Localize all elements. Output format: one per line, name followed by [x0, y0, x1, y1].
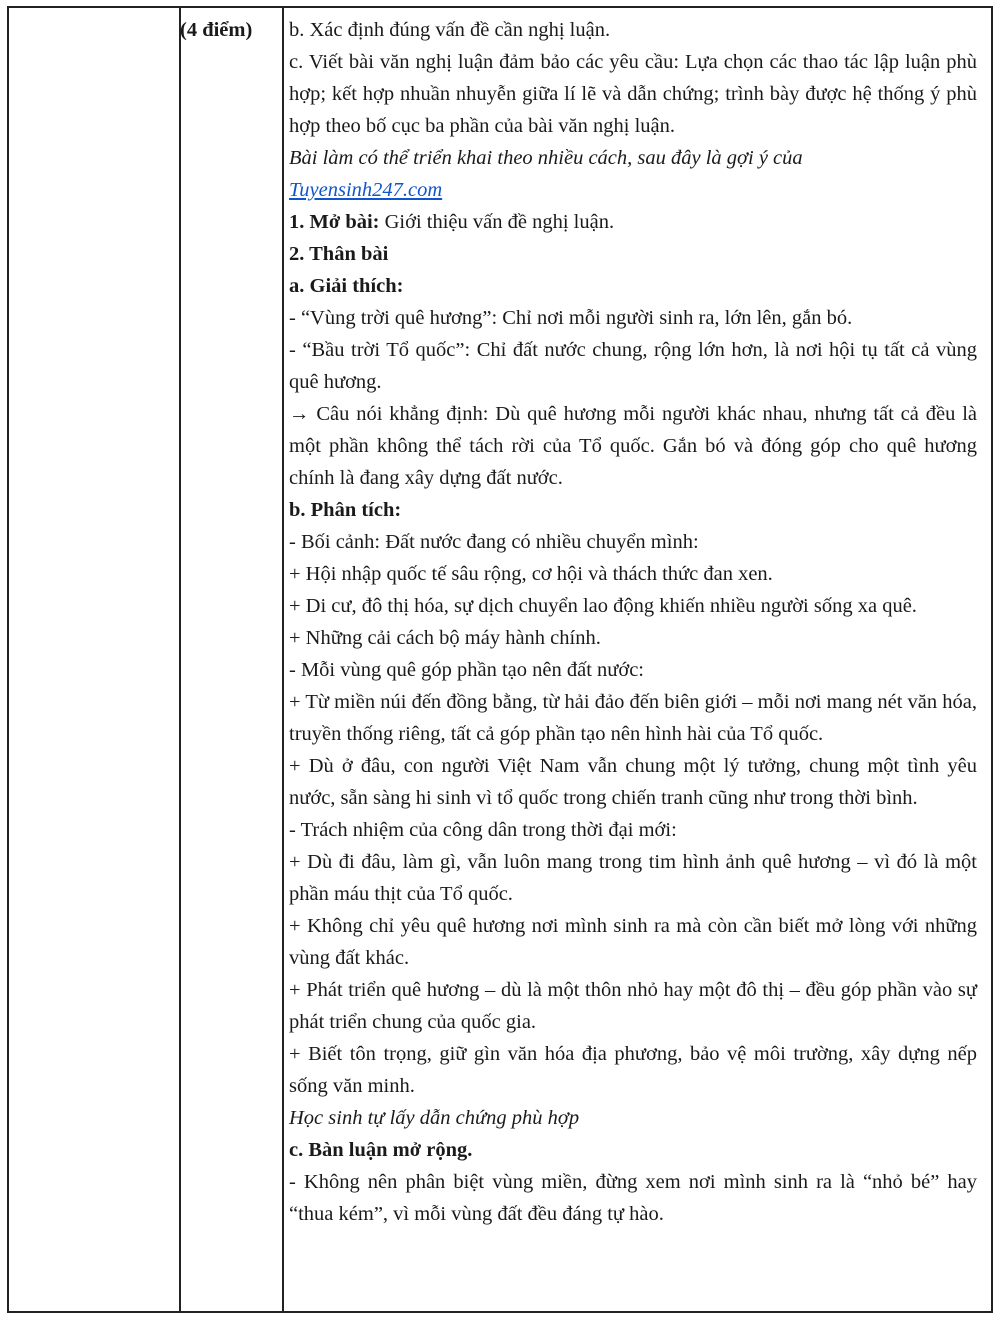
explanation-item: - “Vùng trời quê hương”: Chỉ nơi mỗi người sinh ra, lớn lên, gắn bó.: [289, 307, 853, 329]
analysis-heading: b. Phân tích:: [289, 499, 402, 521]
column-divider-1: [179, 8, 181, 1311]
analysis-point: - Trách nhiệm của công dân trong thời đại mới:: [289, 819, 677, 841]
answer-content: [289, 14, 977, 1230]
analysis-point: - Bối cảnh: Đất nước đang có nhiều chuyển mình:: [289, 531, 699, 553]
intro-text: Giới thiệu vấn đề nghị luận.: [379, 211, 615, 233]
explanation-conclusion: → Câu nói khẳng định: Dù quê hương mỗi người khác nhau, nhưng tất cả đều là một phần không thể tách rời của Tổ quốc. Gắn bó và đóng góp cho quê hương chính là đang xây dựng đất nước.: [289, 403, 977, 489]
explanation-item: - “Bầu trời Tổ quốc”: Chỉ đất nước chung, rộng lớn hơn, là nơi hội tụ tất cả vùng quê hương.: [289, 339, 977, 393]
discussion-point: - Không nên phân biệt vùng miền, đừng xem nơi mình sinh ra là “nhỏ bé” hay “thua kém”, vì mỗi vùng đất đều đáng tự hào.: [289, 1171, 977, 1225]
analysis-subpoint: + Từ miền núi đến đồng bằng, từ hải đảo đến biên giới – mỗi nơi mang nét văn hóa, truyền thống riêng, tất cả góp phần tạo nên hình hài của Tổ quốc.: [289, 691, 977, 745]
analysis-point: - Mỗi vùng quê góp phần tạo nên đất nước:: [289, 659, 645, 681]
source-link[interactable]: Tuyensinh247.com: [289, 179, 443, 201]
suggestion-note: [289, 142, 977, 206]
evidence-note: Học sinh tự lấy dẫn chứng phù hợp: [289, 1107, 580, 1129]
score-cell: (4 điểm): [180, 19, 253, 41]
requirement-b: b. Xác định đúng vấn đề cần nghị luận.: [289, 19, 611, 41]
intro-section: [289, 206, 977, 238]
column-divider-2: [282, 8, 284, 1311]
suggestion-text: Bài làm có thể triển khai theo nhiều cách, sau đây là gợi ý của: [289, 147, 803, 169]
discussion-heading: c. Bàn luận mở rộng.: [289, 1139, 473, 1161]
analysis-subpoint: + Dù ở đâu, con người Việt Nam vẫn chung một lý tưởng, chung một tình yêu nước, sẵn sàng hi sinh vì tổ quốc trong chiến tranh cũng như trong thời bình.: [289, 755, 977, 809]
analysis-subpoint: + Phát triển quê hương – dù là một thôn nhỏ hay một đô thị – đều góp phần vào sự phát triển chung của quốc gia.: [289, 979, 977, 1033]
analysis-subpoint: + Biết tôn trọng, giữ gìn văn hóa địa phương, bảo vệ môi trường, xây dựng nếp sống văn minh.: [289, 1043, 977, 1097]
analysis-subpoint: + Không chỉ yêu quê hương nơi mình sinh ra mà còn cần biết mở lòng với những vùng đất khác.: [289, 915, 977, 969]
body-heading: 2. Thân bài: [289, 243, 389, 265]
analysis-subpoint: + Những cải cách bộ máy hành chính.: [289, 627, 601, 649]
analysis-subpoint: + Hội nhập quốc tế sâu rộng, cơ hội và thách thức đan xen.: [289, 563, 773, 585]
analysis-subpoint: + Di cư, đô thị hóa, sự dịch chuyển lao động khiến nhiều người sống xa quê.: [289, 595, 917, 617]
analysis-subpoint: + Dù đi đâu, làm gì, vẫn luôn mang trong tim hình ảnh quê hương – vì đó là một phần máu thịt của Tổ quốc.: [289, 851, 977, 905]
requirement-c: c. Viết bài văn nghị luận đảm bảo các yêu cầu: Lựa chọn các thao tác lập luận phù hợp; kết hợp nhuần nhuyễn giữa lí lẽ và dẫn chứng; trình bày được hệ thống ý phù hợp theo bố cục ba phần của bài văn nghị luận.: [289, 51, 977, 137]
intro-heading: 1. Mở bài:: [289, 211, 380, 233]
explanation-heading: a. Giải thích:: [289, 275, 404, 297]
